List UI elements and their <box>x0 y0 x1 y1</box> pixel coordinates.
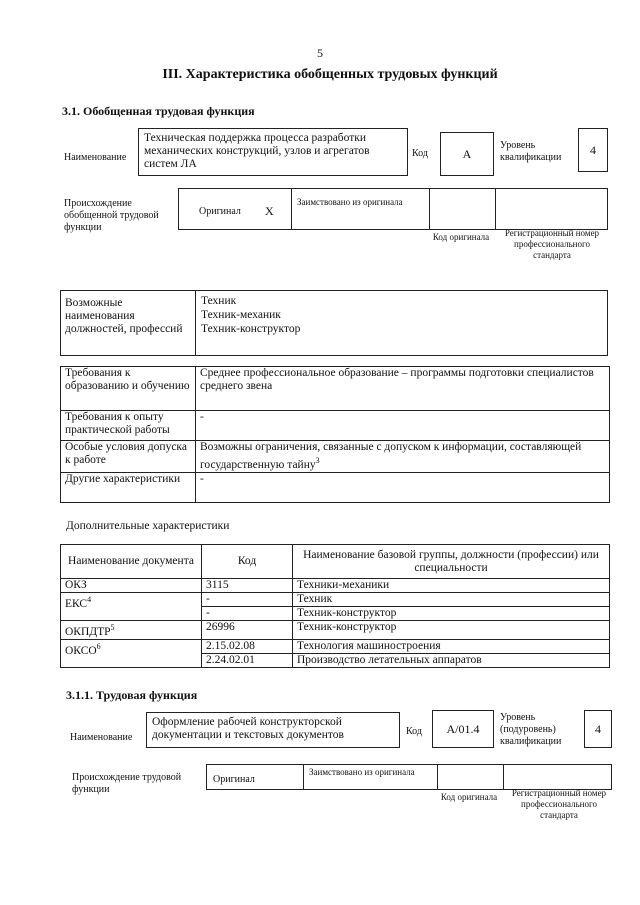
gtf-origin-table <box>178 188 608 230</box>
gtf-origin-label: Происхождение обобщенной трудовой функции <box>64 198 159 233</box>
tf-heading: 3.1.1. Трудовая функция <box>66 688 198 702</box>
positions-label: Возможные наименования должностей, профессий <box>65 297 183 335</box>
code-cell: 3115 <box>202 579 293 593</box>
tf-level-field: 4 <box>584 710 612 748</box>
additional-title: Дополнительные характеристики <box>66 520 230 532</box>
tf-code-label: Код <box>406 726 422 737</box>
tf-reg-number-label: Регистрационный номер профессионального стандарта <box>511 788 607 820</box>
table-row <box>61 441 610 473</box>
table-row <box>61 411 610 441</box>
divider <box>303 765 304 789</box>
header-code: Код <box>202 545 293 579</box>
table-row <box>61 579 610 593</box>
name-cell: Технология машиностроения <box>293 639 610 653</box>
gtf-borrowed-label: Заимствовано из оригинала <box>297 197 403 207</box>
gtf-heading: 3.1. Обобщенная трудовая функция <box>62 104 255 118</box>
tf-level-label: Уровень (подуровень) квалификации <box>500 712 562 747</box>
code-cell: - <box>202 607 293 621</box>
req-value: - <box>196 411 610 441</box>
req-label: Другие характеристики <box>61 472 196 502</box>
tf-origin-table <box>206 764 612 790</box>
name-cell: Техники-механики <box>293 579 610 593</box>
position-item: Техник-конструктор <box>201 323 301 335</box>
tf-original-label: Оригинал <box>213 774 255 785</box>
divider <box>291 189 292 229</box>
name-cell: Техник-конструктор <box>293 607 610 621</box>
gtf-name-field: Техническая поддержка процесса разработки механических конструкций, узлов и агрегатов систем ЛА <box>138 128 408 176</box>
table-row <box>61 621 610 640</box>
req-value-cell <box>196 441 610 473</box>
tf-code-original-label: Код оригинала <box>440 792 498 802</box>
doc-cell <box>61 579 202 593</box>
gtf-level-field: 4 <box>578 128 608 172</box>
req-value: Среднее профессиональное образование – программы подготовки специалистов среднего звена <box>196 367 610 411</box>
tf-name-label: Наименование <box>70 732 133 743</box>
req-value: Возможны ограничения, связанные с допуском к информации, составляющей государственную тайну <box>200 441 582 471</box>
header-name: Наименование базовой группы, должности (профессии) или специальности <box>293 545 610 579</box>
code-cell: 2.24.02.01 <box>202 653 293 667</box>
req-value: - <box>196 472 610 502</box>
table-row <box>61 593 610 607</box>
table-row <box>61 472 610 502</box>
divider <box>429 189 430 229</box>
doc-name: ОКПДТР <box>65 625 111 638</box>
page-number: 5 <box>317 46 323 60</box>
code-cell: - <box>202 593 293 607</box>
divider <box>503 765 504 789</box>
gtf-code-original-label: Код оригинала <box>432 232 490 242</box>
divider <box>495 189 496 229</box>
doc-name: ЕКС <box>65 597 88 610</box>
gtf-reg-number-label: Регистрационный номер профессионального стандарта <box>504 228 600 260</box>
footnote-ref: 6 <box>96 641 101 651</box>
name-cell: Техник-конструктор <box>293 621 610 640</box>
footnote-ref: 5 <box>110 623 115 632</box>
table-header-row <box>61 545 610 579</box>
gtf-code-field: A <box>440 132 494 176</box>
doc-name: ОКСО <box>65 644 97 657</box>
req-label: Требования к опыту практической работы <box>61 411 196 441</box>
gtf-level-label: Уровень квалификации <box>500 140 562 163</box>
table-row <box>61 367 610 411</box>
table-row <box>61 639 610 653</box>
doc-cell <box>61 639 202 667</box>
tf-borrowed-label: Заимствовано из оригинала <box>309 767 415 777</box>
tf-origin-label: Происхождение трудовой функции <box>72 772 182 795</box>
section-title: III. Характеристика обобщенных трудовых функций <box>162 67 498 82</box>
footnote-ref: 3 <box>315 456 320 465</box>
tf-name-field: Оформление рабочей конструкторской документации и текстовых документов <box>146 712 400 748</box>
position-item: Техник <box>201 295 237 307</box>
divider <box>195 291 196 355</box>
gtf-original-label: Оригинал <box>199 206 241 217</box>
requirements-table <box>60 366 610 503</box>
divider <box>437 765 438 789</box>
code-cell: 26996 <box>202 621 293 640</box>
header-doc: Наименование документа <box>61 545 202 579</box>
req-label: Особые условия допуска к работе <box>61 441 196 473</box>
tf-code-field: A/01.4 <box>432 710 494 748</box>
gtf-original-mark: X <box>265 204 274 218</box>
positions-table <box>60 290 608 356</box>
footnote-ref: 4 <box>87 595 92 604</box>
doc-name: ОКЗ <box>65 579 87 591</box>
additional-table <box>60 544 610 668</box>
gtf-code-label: Код <box>412 148 428 159</box>
name-cell: Техник <box>293 593 610 607</box>
doc-cell <box>61 593 202 621</box>
name-cell: Производство летательных аппаратов <box>293 653 610 667</box>
position-item: Техник-механик <box>201 309 281 321</box>
req-label: Требования к образованию и обучению <box>61 367 196 411</box>
doc-cell <box>61 621 202 640</box>
gtf-name-label: Наименование <box>64 152 127 163</box>
code-cell: 2.15.02.08 <box>202 639 293 653</box>
